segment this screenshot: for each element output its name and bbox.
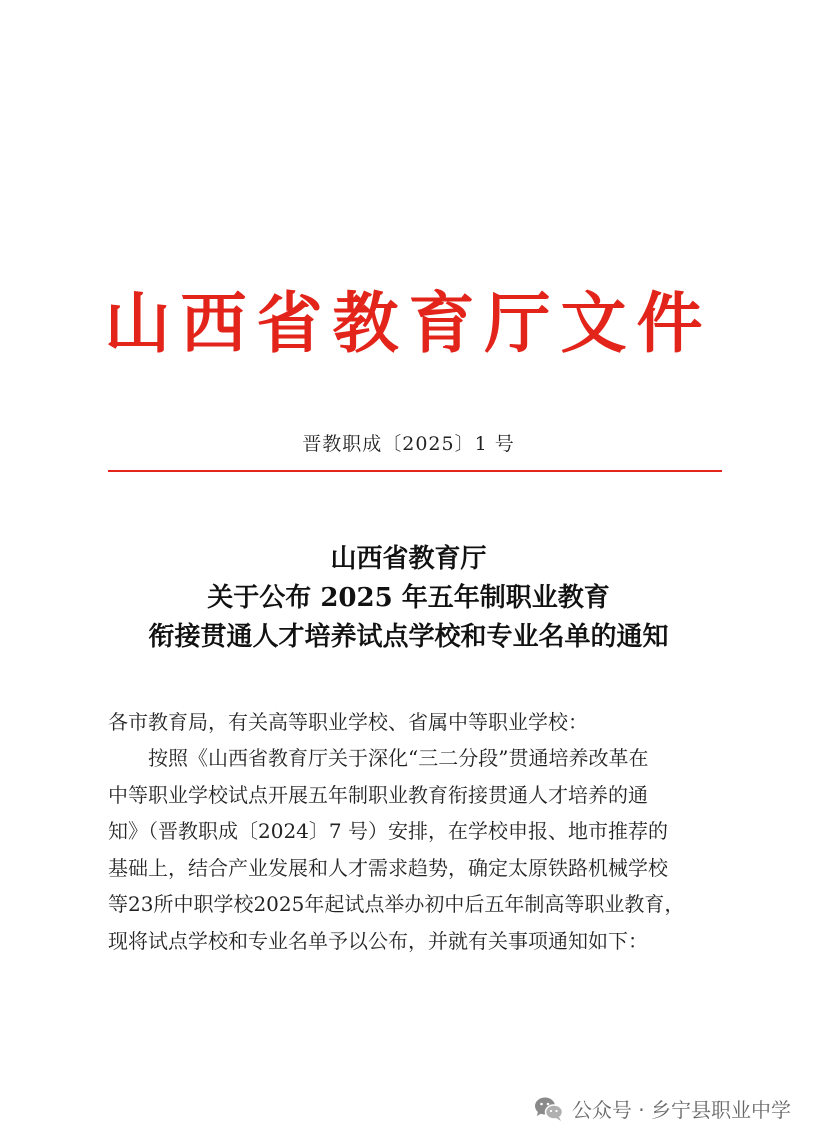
red-divider-line xyxy=(108,470,722,472)
paragraph-line: 现将试点学校和专业名单予以公布，并就有关事项通知如下： xyxy=(108,928,648,953)
watermark-text: 公众号 · 乡宁县职业中学 xyxy=(571,1098,791,1122)
masthead-title: 山西省教育厅文件 xyxy=(104,284,713,362)
paragraph-line: 知》（晋教职成〔2024〕7 号）安排，在学校申报、地市推荐的 xyxy=(108,819,668,843)
title-line: 衔接贯通人才培养试点学校和专业名单的通知 xyxy=(148,622,669,652)
notice-title xyxy=(0,540,817,657)
wechat-watermark xyxy=(534,1094,791,1123)
title-line: 山西省教育厅 xyxy=(330,544,487,574)
document-number: 晋教职成〔2025〕1 号 xyxy=(302,433,515,455)
paragraph-line: 基础上，结合产业发展和人才需求趋势，确定太原铁路机械学校 xyxy=(108,855,668,880)
paragraph-line: 等23所中职学校2025年起试点举办初中后五年制高等职业教育， xyxy=(108,892,685,916)
wechat-icon xyxy=(534,1096,564,1122)
salutation: 各市教育局，有关高等职业学校、省属中等职业学校： xyxy=(108,710,588,734)
notice-body xyxy=(108,704,738,959)
paragraph-line: 按照《山西省教育厅关于深化“三二分段”贯通培养改革在 xyxy=(148,746,649,770)
paragraph-line: 中等职业学校试点开展五年制职业教育衔接贯通人才培养的通 xyxy=(108,782,648,807)
title-line: 关于公布 2025 年五年制职业教育 xyxy=(207,583,610,613)
